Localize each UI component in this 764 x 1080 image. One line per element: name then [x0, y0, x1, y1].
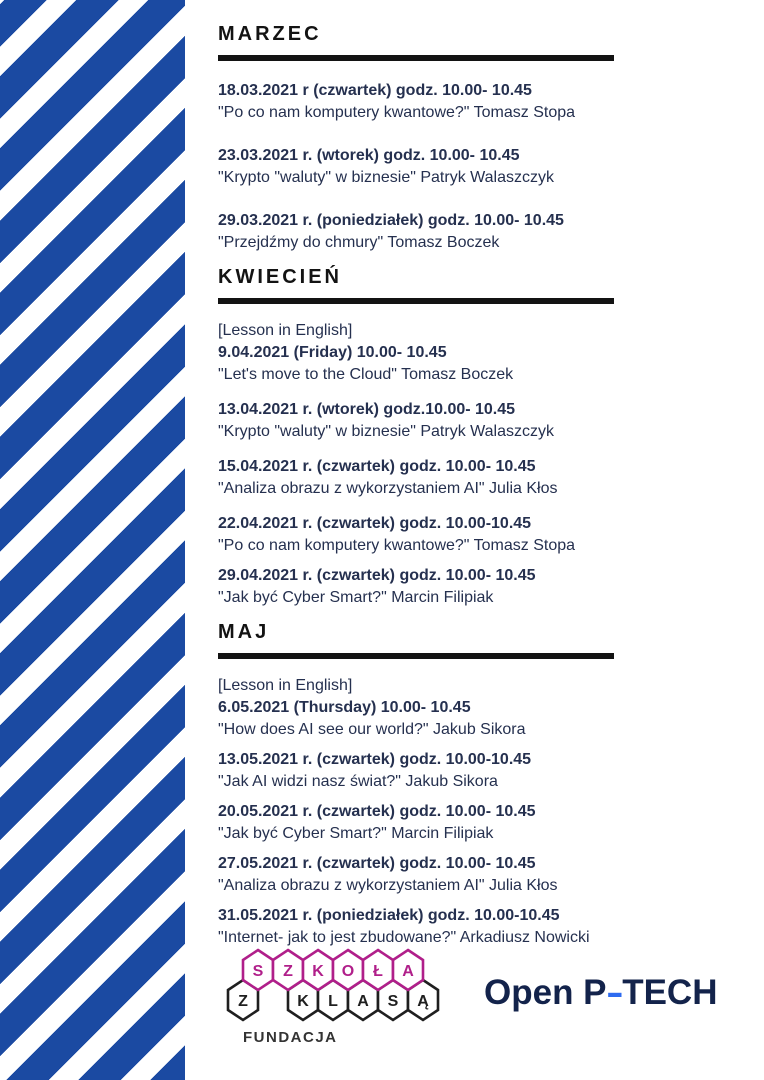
- event: [218, 80, 718, 124]
- event-title: "Po co nam komputery kwantowe?" Tomasz Stopa: [218, 537, 576, 554]
- event: [218, 145, 718, 189]
- ptech-text-after: TECH: [622, 973, 718, 1012]
- hexagon-letter: Z: [283, 963, 293, 980]
- hexagon-letter: K: [297, 993, 309, 1010]
- event-date: 27.05.2021 r. (czwartek) godz. 10.00- 10.45: [218, 855, 536, 872]
- event-title: "Jak być Cyber Smart?" Marcin Filipiak: [218, 589, 494, 606]
- event-date: 29.04.2021 r. (czwartek) godz. 10.00- 10.45: [218, 567, 536, 584]
- event-date: 15.04.2021 r. (czwartek) godz. 10.00- 10.45: [218, 458, 536, 475]
- event-date: 18.03.2021 r (czwartek) godz. 10.00- 10.45: [218, 82, 532, 99]
- event-date: 22.04.2021 r. (czwartek) godz. 10.00-10.45: [218, 515, 532, 532]
- month-heading-maj: MAJ: [218, 621, 270, 643]
- hexagon-letter: O: [341, 963, 355, 980]
- month-section-maj: [218, 620, 718, 949]
- event-language-note: [Lesson in English]: [218, 322, 353, 339]
- event: [218, 565, 718, 609]
- hexagon-letter: S: [387, 993, 399, 1010]
- event-title: "Analiza obrazu z wykorzystaniem AI" Julia Kłos: [218, 877, 558, 894]
- event-title: "Krypto "waluty" w biznesie" Patryk Walaszczyk: [218, 169, 554, 186]
- month-section-kwiecien: [218, 265, 718, 609]
- hexagon-letter: Ł: [373, 963, 383, 980]
- event-date: 6.05.2021 (Thursday) 10.00- 10.45: [218, 699, 471, 716]
- event-title: "Jak AI widzi nasz świat?" Jakub Sikora: [218, 773, 498, 790]
- schedule-content: [218, 0, 718, 949]
- event-date: 23.03.2021 r. (wtorek) godz. 10.00- 10.45: [218, 147, 520, 164]
- event-title: "Jak być Cyber Smart?" Marcin Filipiak: [218, 825, 494, 842]
- event: [218, 675, 718, 741]
- heading-rule: [218, 298, 614, 304]
- hexagon-letter: Ą: [417, 993, 429, 1010]
- hexagon-letter: Z: [238, 993, 248, 1010]
- event-title: "Przejdźmy do chmury" Tomasz Boczek: [218, 234, 500, 251]
- hexagon-letter: L: [328, 993, 338, 1010]
- event: [218, 320, 718, 386]
- event-date: 31.05.2021 r. (poniedziałek) godz. 10.00-10.45: [218, 907, 560, 924]
- footer-logos: [0, 940, 764, 1080]
- ptech-hyphen: -: [605, 973, 624, 1012]
- hexagon-letter: A: [402, 963, 414, 980]
- event-title: "Analiza obrazu z wykorzystaniem AI" Julia Kłos: [218, 480, 558, 497]
- event-language-note: [Lesson in English]: [218, 677, 353, 694]
- hexagon-letter: K: [312, 963, 324, 980]
- event-title: "Let's move to the Cloud" Tomasz Boczek: [218, 366, 514, 383]
- event: [218, 210, 718, 254]
- event-title: "Po co nam komputery kwantowe?" Tomasz Stopa: [218, 104, 576, 121]
- heading-rule: [218, 653, 614, 659]
- event: [218, 749, 718, 793]
- event: [218, 399, 718, 443]
- event-date: 13.04.2021 r. (wtorek) godz.10.00- 10.45: [218, 401, 516, 418]
- szkola-z-klasa-fundacja-logo: [222, 943, 454, 1051]
- month-heading-kwiecien: KWIECIEŃ: [218, 266, 342, 288]
- open-ptech-logo: [484, 972, 717, 1014]
- event: [218, 513, 718, 557]
- event-date: 13.05.2021 r. (czwartek) godz. 10.00-10.45: [218, 751, 532, 768]
- heading-rule: [218, 55, 614, 61]
- month-heading-marzec: MARZEC: [218, 23, 322, 45]
- event: [218, 456, 718, 500]
- event-title: "How does AI see our world?" Jakub Sikora: [218, 721, 526, 738]
- event-date: 9.04.2021 (Friday) 10.00- 10.45: [218, 344, 447, 361]
- ptech-text-before: Open P: [484, 973, 607, 1012]
- hexagon-letter: S: [252, 963, 264, 980]
- event-date: 29.03.2021 r. (poniedziałek) godz. 10.00- 10.45: [218, 212, 564, 229]
- diagonal-stripes-decoration: [0, 0, 185, 1080]
- event: [218, 801, 718, 845]
- event-title: "Internet- jak to jest zbudowane?" Arkadiusz Nowicki: [218, 929, 590, 946]
- month-section-marzec: [218, 0, 718, 254]
- hexagon-letter: A: [357, 993, 369, 1010]
- fundacja-caption: FUNDACJA: [243, 1029, 338, 1046]
- event-title: "Krypto "waluty" w biznesie" Patryk Walaszczyk: [218, 423, 554, 440]
- event: [218, 853, 718, 897]
- event-date: 20.05.2021 r. (czwartek) godz. 10.00- 10.45: [218, 803, 536, 820]
